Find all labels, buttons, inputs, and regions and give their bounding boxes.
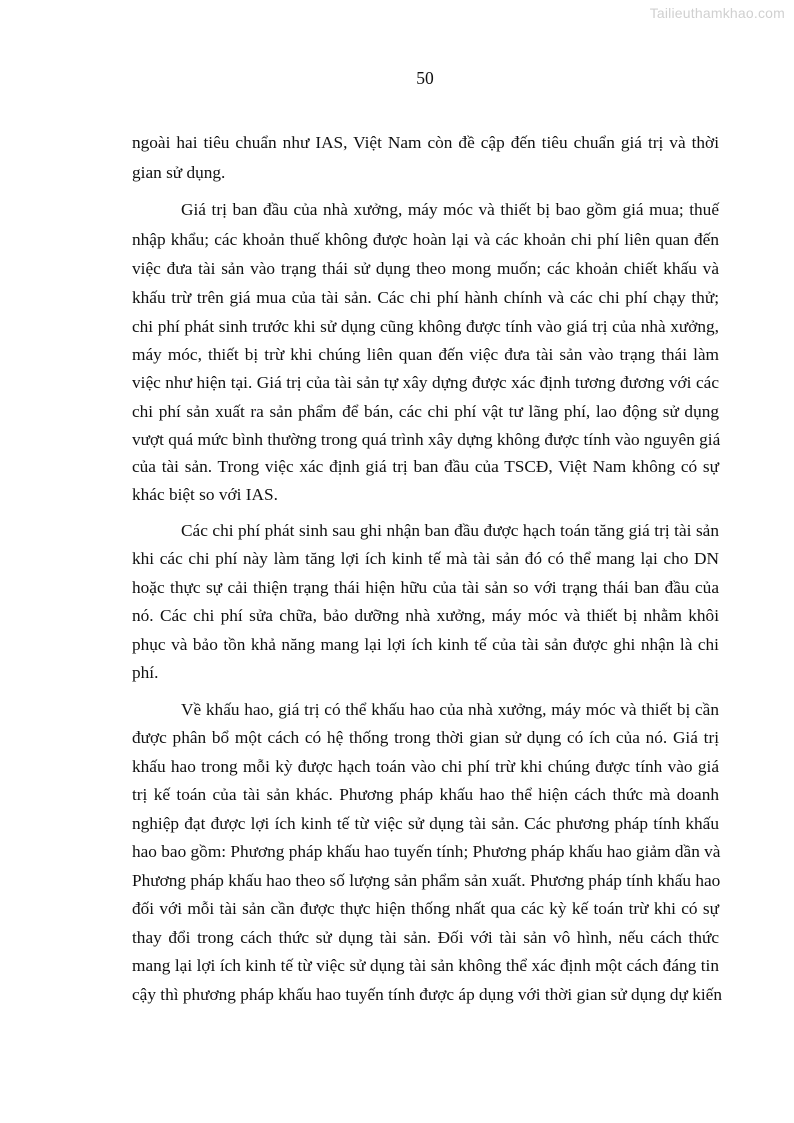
text-line: máy móc, thiết bị trừ khi chúng liên quan đến việc đưa tài sản vào trạng thái làm	[132, 345, 719, 364]
text-line: cậy thì phương pháp khấu hao tuyến tính được áp dụng với thời gian sử dụng dự kiến	[132, 985, 722, 1004]
text-line: được phân bổ một cách có hệ thống trong thời gian sử dụng có ích của nó. Giá trị	[132, 728, 719, 747]
text-line: khấu hao trong mỗi kỳ được hạch toán vào chi phí trừ khi chúng được tính vào giá	[132, 757, 719, 776]
text-line: chi phí phát sinh trước khi sử dụng cũng không được tính vào giá trị của nhà xưởng,	[132, 317, 719, 336]
text-line: thay đổi trong cách thức sử dụng tài sản. Đối với tài sản vô hình, nếu cách thức	[132, 928, 719, 947]
text-line: đối với mỗi tài sản cần được thực hiện thống nhất qua các kỳ kế toán trừ khi có sự	[132, 899, 719, 918]
text-line: Các chi phí phát sinh sau ghi nhận ban đầu được hạch toán tăng giá trị tài sản	[181, 521, 719, 540]
text-line: Giá trị ban đầu của nhà xưởng, máy móc và thiết bị bao gồm giá mua; thuế	[181, 200, 719, 219]
text-line: vượt quá mức bình thường trong quá trình xây dựng không được tính vào nguyên giá	[132, 430, 721, 449]
text-line: nó. Các chi phí sửa chữa, bảo dưỡng nhà xưởng, máy móc và thiết bị nhằm khôi	[132, 606, 719, 625]
text-line: việc đưa tài sản vào trạng thái sử dụng theo mong muốn; các khoản chiết khấu và	[132, 259, 719, 278]
text-line: khi các chi phí này làm tăng lợi ích kinh tế mà tài sản đó có thể mang lại cho DN	[132, 549, 719, 568]
text-line: Phương pháp khấu hao theo số lượng sản phẩm sản xuất. Phương pháp tính khấu hao	[132, 871, 721, 890]
text-line: việc như hiện tại. Giá trị của tài sản tự xây dựng được xác định tương đương với các	[132, 373, 719, 392]
text-line: phí.	[132, 663, 159, 682]
text-line: của tài sản. Trong việc xác định giá trị ban đầu của TSCĐ, Việt Nam không có sự	[132, 457, 719, 476]
text-line: ngoài hai tiêu chuẩn như IAS, Việt Nam còn đề cập đến tiêu chuẩn giá trị và thời	[132, 133, 719, 152]
page-number: 50	[416, 68, 434, 88]
text-line: nhập khẩu; các khoản thuế không được hoàn lại và các khoản chi phí liên quan đến	[132, 230, 719, 249]
text-line: khác biệt so với IAS.	[132, 485, 278, 504]
text-line: mang lại lợi ích kinh tế từ việc sử dụng tài sản không thể xác định một cách đáng tin	[132, 956, 719, 975]
text-line: hao bao gồm: Phương pháp khấu hao tuyến tính; Phương pháp khấu hao giảm dần và	[132, 842, 721, 861]
text-line: chi phí sản xuất ra sản phẩm để bán, các chi phí vật tư lãng phí, lao động sử dụng	[132, 402, 719, 421]
text-line: trị kế toán của tài sản khác. Phương pháp khấu hao thể hiện cách thức mà doanh	[132, 785, 719, 804]
watermark-text: Tailieuthamkhao.com	[649, 5, 785, 21]
text-line: nghiệp đạt được lợi ích kinh tế từ việc sử dụng tài sản. Các phương pháp tính khấu	[132, 814, 719, 833]
text-line: phục và bảo tồn khả năng mang lại lợi ích kinh tế của tài sản được ghi nhận là chi	[132, 635, 719, 654]
text-line: Về khấu hao, giá trị có thể khấu hao của nhà xưởng, máy móc và thiết bị cần	[181, 700, 719, 719]
text-line: gian sử dụng.	[132, 163, 226, 182]
text-line: khấu trừ trên giá mua của tài sản. Các chi phí hành chính và các chi phí chạy thử;	[132, 288, 719, 307]
text-line: hoặc thực sự cải thiện trạng thái hiện hữu của tài sản so với trạng thái ban đầu của	[132, 578, 719, 597]
